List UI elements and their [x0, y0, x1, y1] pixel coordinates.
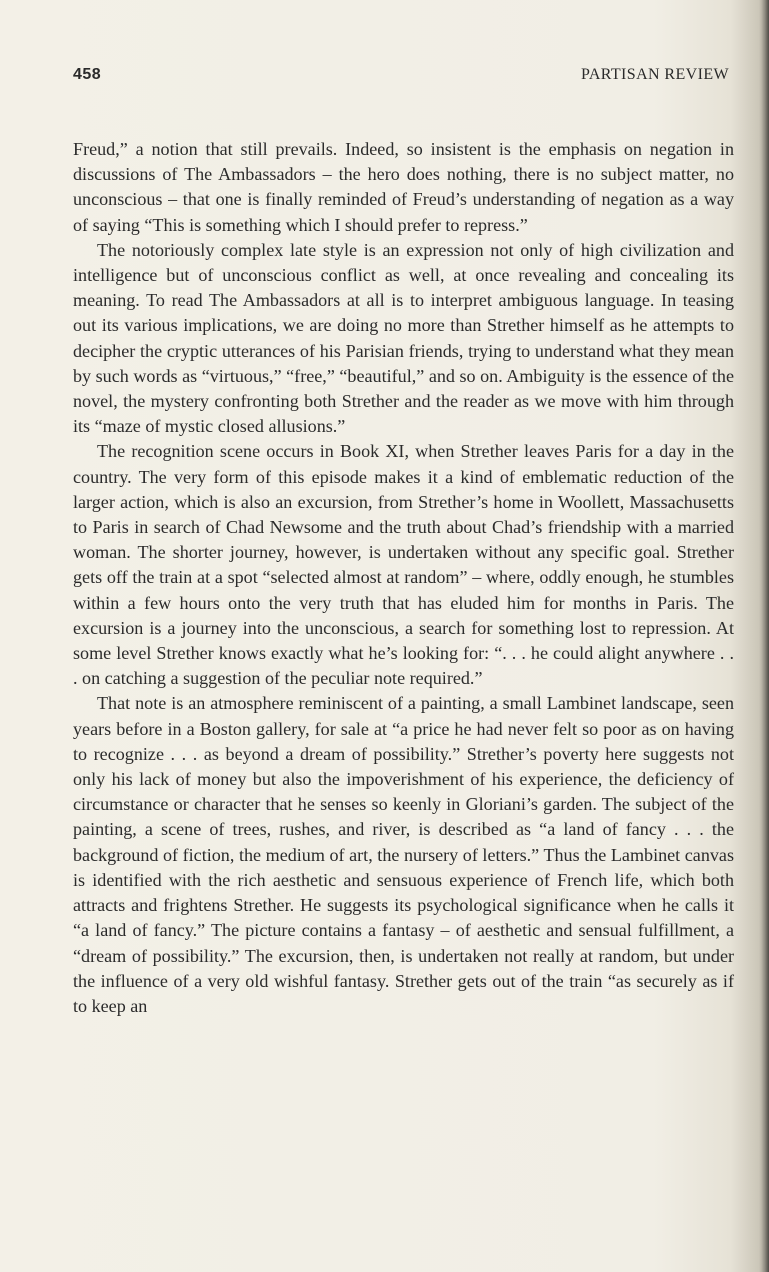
- page-header: [73, 66, 729, 90]
- paragraph: That note is an atmosphere reminiscent of a painting, a small Lambinet landscape, seen years before in a Boston gallery, for sale at “a price he had never felt so poor as on having to recognize . . . as beyond a dream of possibility.” Strether’s poverty here suggests not only his lack of money but also the impoverishment of his experience, the deficiency of circumstance or character that he senses so keenly in Gloriani’s garden. The subject of the painting, a scene of trees, rushes, and river, is described as “a land of fancy . . . the background of fiction, the medium of art, the nursery of letters.” Thus the Lambinet canvas is identified with the rich aesthetic and sensuous experience of French life, which both attracts and frightens Strether. He suggests its psychological significance when he calls it “a land of fancy.” The picture contains a fantasy – of aesthetic and sensual fulfillment, a “dream of possibility.” The excursion, then, is undertaken not really at random, but under the influence of a very old wishful fantasy. Strether gets out of the train “as securely as if to keep an: [73, 693, 734, 1016]
- paragraph: The notoriously complex late style is an expression not only of high civilization and intelligence but of unconscious conflict as well, at once revealing and concealing its meaning. To read The Ambassadors at all is to interpret ambiguous language. In teasing out its various implications, we are doing no more than Strether himself as he attempts to decipher the cryptic utterances of his Parisian friends, trying to understand what they mean by such words as “virtuous,” “free,” “beautiful,” and so on. Ambiguity is the essence of the novel, the mystery confronting both Strether and the reader as we move with him through its “maze of mystic closed allusions.”: [73, 239, 734, 437]
- body-text: [73, 137, 734, 1019]
- paragraph: Freud,” a notion that still prevails. Indeed, so insistent is the emphasis on negation in discussions of The Ambassadors – the hero does nothing, there is no subject matter, no unconscious – that one is finally reminded of Freud’s understanding of negation as a way of saying “This is something which I should prefer to repress.”: [73, 139, 734, 235]
- page-edge-shadow: [759, 0, 769, 1272]
- paragraph: The recognition scene occurs in Book XI, when Strether leaves Paris for a day in the country. The very form of this episode makes it a kind of emblematic reduction of the larger action, which is also an excursion, from Strether’s home in Woollett, Massachusetts to Paris in search of Chad Newsome and the truth about Chad’s friendship with a married woman. The shorter journey, however, is undertaken without any specific goal. Strether gets off the train at a spot “selected almost at random” – where, oddly enough, he stumbles within a few hours onto the very truth that has eluded him for months in Paris. The excursion is a journey into the unconscious, a search for something lost to repression. At some level Strether knows exactly what he’s looking for: “. . . he could alight anywhere . . . on catching a suggestion of the peculiar note required.”: [73, 441, 734, 689]
- running-head: PARTISAN REVIEW: [580, 66, 729, 83]
- page-number: 458: [73, 66, 102, 83]
